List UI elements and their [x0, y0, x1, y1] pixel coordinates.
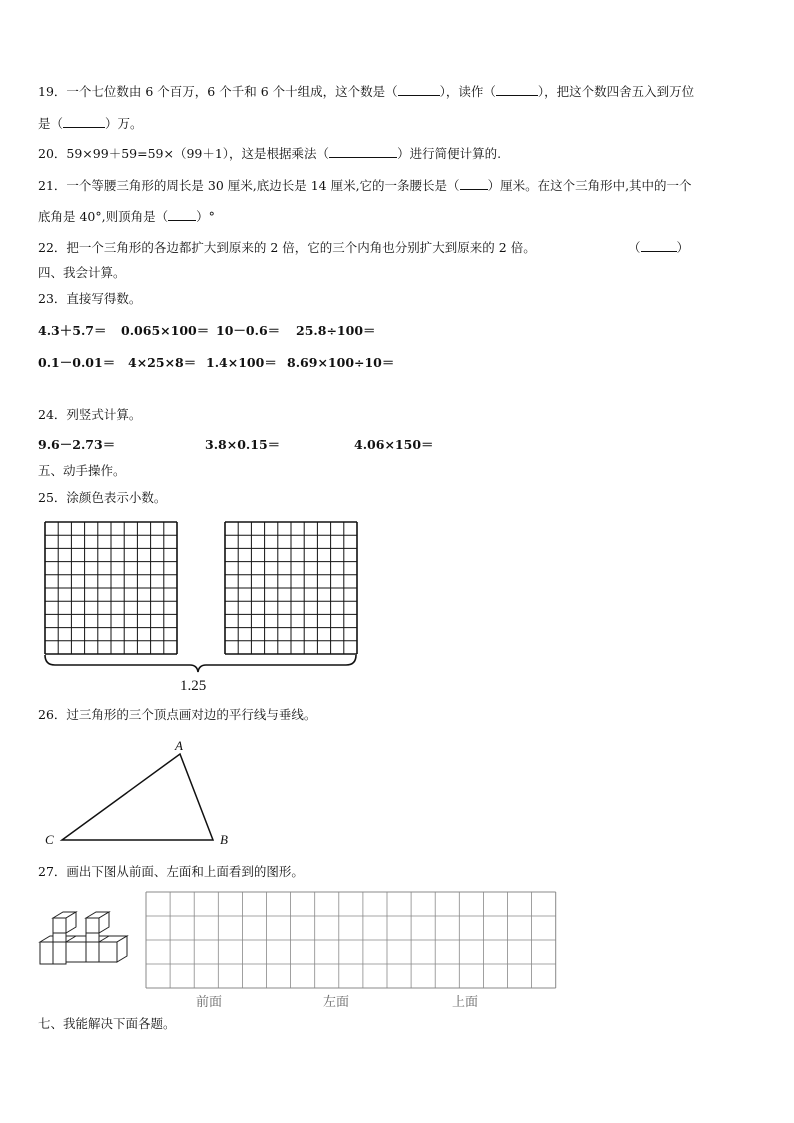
q22-bracket-open: （ — [628, 240, 641, 255]
q21-text-b: ）厘米。在这个三角形中,其中的一个 — [487, 178, 692, 193]
q23-row1-item: 0.065×100＝ — [121, 323, 210, 338]
q23-row1-item: 10－0.6＝ — [216, 323, 281, 338]
q19-text-d: 是（ — [38, 116, 64, 131]
q23-row2-item: 4×25×8＝ — [128, 355, 197, 370]
q19-text-c: ），把这个数四舍五入到万位 — [537, 84, 695, 99]
vertex-label-b: B — [220, 832, 228, 847]
q21-text-c: 底角是 40°,则顶角是（ — [38, 209, 169, 224]
q22-text: 22．把一个三角形的各边都扩大到原来的 2 倍，它的三个内角也分别扩大到原来的 2 倍。 — [38, 240, 536, 255]
section-5-heading: 五、动手操作。 — [38, 463, 126, 478]
view-drawing-grid[interactable] — [146, 892, 556, 988]
q23-row2-item: 1.4×100＝ — [206, 355, 277, 370]
question-26-title: 26．过三角形的三个顶点画对边的平行线与垂线。 — [38, 707, 317, 722]
view-label-front: 前面 — [196, 995, 223, 1010]
q23-row1-item: 4.3＋5.7＝ — [38, 323, 107, 338]
vertex-label-c: C — [45, 832, 54, 847]
q19-text-a: 19．一个七位数由 6 个百万，6 个千和 6 个十组成，这个数是（ — [38, 84, 398, 99]
decimal-value-label: 1.25 — [180, 678, 207, 694]
question-27-title: 27．画出下图从前面、左面和上面看到的图形。 — [38, 864, 304, 879]
section-7-heading: 七、我能解决下面各题。 — [38, 1016, 176, 1031]
section-4-heading: 四、我会计算。 — [38, 265, 126, 280]
q23-row2-item: 0.1－0.01＝ — [38, 355, 116, 370]
view-label-left: 左面 — [323, 995, 350, 1010]
q20-text-b: ）进行简便计算的. — [397, 146, 502, 161]
cube-assembly — [40, 912, 127, 964]
q23-row1-item: 25.8÷100＝ — [296, 323, 376, 338]
question-23-title: 23．直接写得数。 — [38, 291, 142, 306]
q23-row2-item: 8.69×100÷10＝ — [287, 355, 395, 370]
q24-item: 3.8×0.15＝ — [205, 437, 281, 452]
vertex-label-a: A — [175, 738, 183, 753]
q21-text-a: 21．一个等腰三角形的周长是 30 厘米,底边长是 14 厘米,它的一条腰长是（ — [38, 178, 460, 193]
q21-text-d: ）° — [196, 209, 215, 224]
q24-item: 4.06×150＝ — [354, 437, 434, 452]
q24-item: 9.6－2.73＝ — [38, 437, 116, 452]
view-label-top: 上面 — [452, 995, 479, 1010]
question-25-title: 25．涂颜色表示小数。 — [38, 490, 167, 505]
question-24-title: 24．列竖式计算。 — [38, 407, 142, 422]
q20-text-a: 20．59×99＋59=59×（99＋1），这是根据乘法（ — [38, 146, 330, 161]
q19-text-b: ），读作（ — [439, 84, 496, 99]
q19-text-e: ）万。 — [105, 116, 143, 131]
q22-bracket-close: ） — [676, 240, 690, 255]
